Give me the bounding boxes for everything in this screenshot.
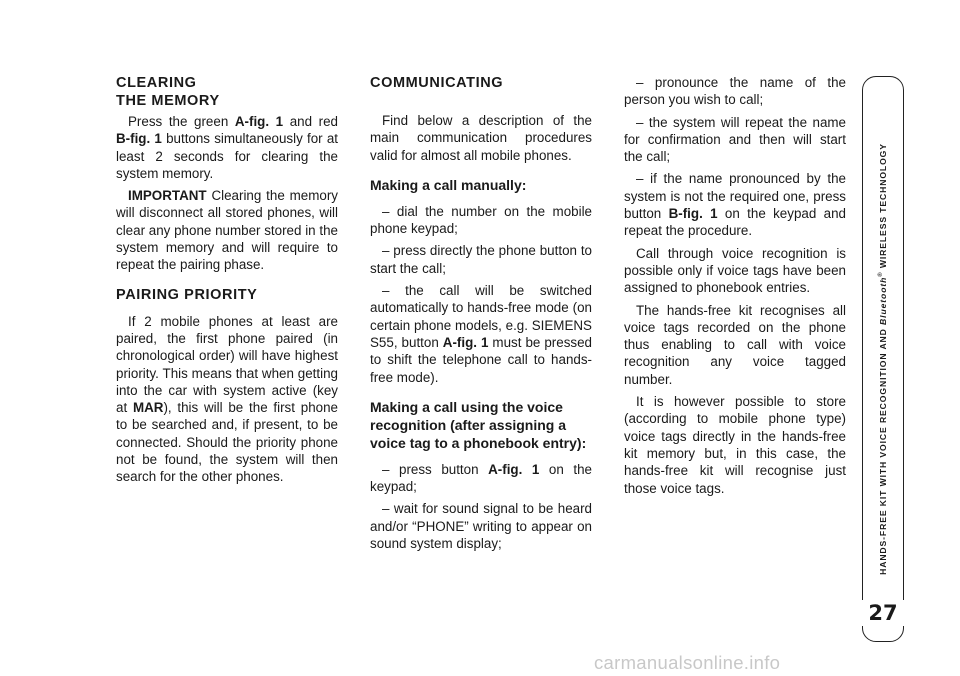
text: If 2 mobile phones at least are paired, the first phone paired (in chronological order) will have highest priority. This means that when getting into the car with system active (key at [116, 313, 338, 416]
paragraph-communicating-intro: Find below a description of the main communication procedures valid for almost all mobile phones. [370, 113, 592, 163]
paragraph-pairing-priority [116, 313, 338, 486]
step-press-button-a [370, 461, 592, 496]
step-wrong-name [624, 170, 846, 239]
text: must be pressed to shift the telephone call to hands-free mode). [370, 334, 592, 385]
heading-communicating: COMMUNICATING [370, 75, 504, 91]
text: – press button [382, 461, 489, 477]
paragraph-important-note [116, 187, 338, 273]
registered-mark: ® [878, 271, 885, 277]
text: buttons simultaneously for at least 2 seconds for clearing the system memory. [116, 131, 338, 181]
heading-line-2: THE MEMORY [116, 93, 220, 109]
text: WIRELESS TECHNOLOGY [878, 143, 888, 272]
figure-ref: B-fig. 1 [668, 206, 718, 222]
step-auto-handsfree [370, 282, 592, 386]
text: – if the name pronounced by the system is not the required one, press button [624, 171, 846, 222]
paragraph-voice-tags-required: Call through voice recognition is possible only if voice tags have been assigned to phonebook entries. [624, 245, 846, 296]
text: Clearing the memory will disconnect all stored phones, will clear any phone number stored in the system memory and will require to repeat the pairing phase. [116, 188, 338, 273]
step-dial-number: – dial the number on the mobile phone keypad; [370, 203, 592, 237]
key-label: MAR [132, 400, 164, 416]
step-wait-signal: – wait for sound signal to be heard and/or “PHONE” writing to appear on sound system display; [370, 501, 592, 552]
text: – the call will be switched automatically to hands-free mode (on certain phone models, e.g. SIEMENS S55, button [370, 283, 592, 350]
watermark-text: carmanualsonline.info [594, 652, 781, 673]
text: Press the green [128, 114, 235, 129]
text: on the keypad; [370, 461, 592, 495]
column-3 [624, 74, 846, 502]
heading-pairing-priority: PAIRING PRIORITY [116, 286, 258, 303]
figure-ref: B-fig. 1 [116, 131, 162, 147]
text: and red [283, 114, 338, 129]
step-press-phone-button: – press directly the phone button to start the call; [370, 243, 592, 276]
text: on the keypad and repeat the procedure. [624, 206, 846, 239]
paragraph-store-in-kit: It is however possible to store (according to mobile phone type) voice tags directly in the hands-free kit memory but, in this case, the hands-free kit will recognise just those voice tags. [624, 394, 846, 496]
figure-ref: A-fig. 1 [442, 334, 489, 350]
text: ), this will be the first phone to be searched and, if present, to be connected. Should the priority phone not be found, the system will then search for the other phones. [116, 400, 338, 485]
figure-ref: A-fig. 1 [234, 114, 284, 129]
side-chapter-title [878, 143, 888, 575]
heading-clearing-memory [116, 74, 338, 110]
text: HANDS-FREE KIT WITH VOICE RECOGNITION AND [878, 324, 888, 575]
subheading-manual-call: Making a call manually: [370, 176, 527, 193]
subheading-voice-call: Making a call using the voice recognition (after assigning a voice tag to a phonebook entry): [370, 398, 587, 451]
brand-name: Bluetooth [878, 276, 888, 325]
page-number: 27 [862, 600, 904, 626]
step-system-repeat: – the system will repeat the name for confirmation and then will start the call; [624, 114, 846, 165]
heading-line-1: CLEARING [116, 75, 197, 91]
figure-ref: A-fig. 1 [488, 461, 540, 477]
important-label: IMPORTANT [128, 188, 207, 204]
column-2 [370, 74, 592, 557]
paragraph-kit-recognises: The hands-free kit recognises all voice tags recorded on the phone thus enabling to call with voice recognition any voice tagged number. [624, 302, 846, 387]
paragraph-clearing-procedure [116, 113, 338, 182]
step-pronounce-name: – pronounce the name of the person you wish to call; [624, 75, 846, 108]
column-1 [116, 74, 338, 491]
